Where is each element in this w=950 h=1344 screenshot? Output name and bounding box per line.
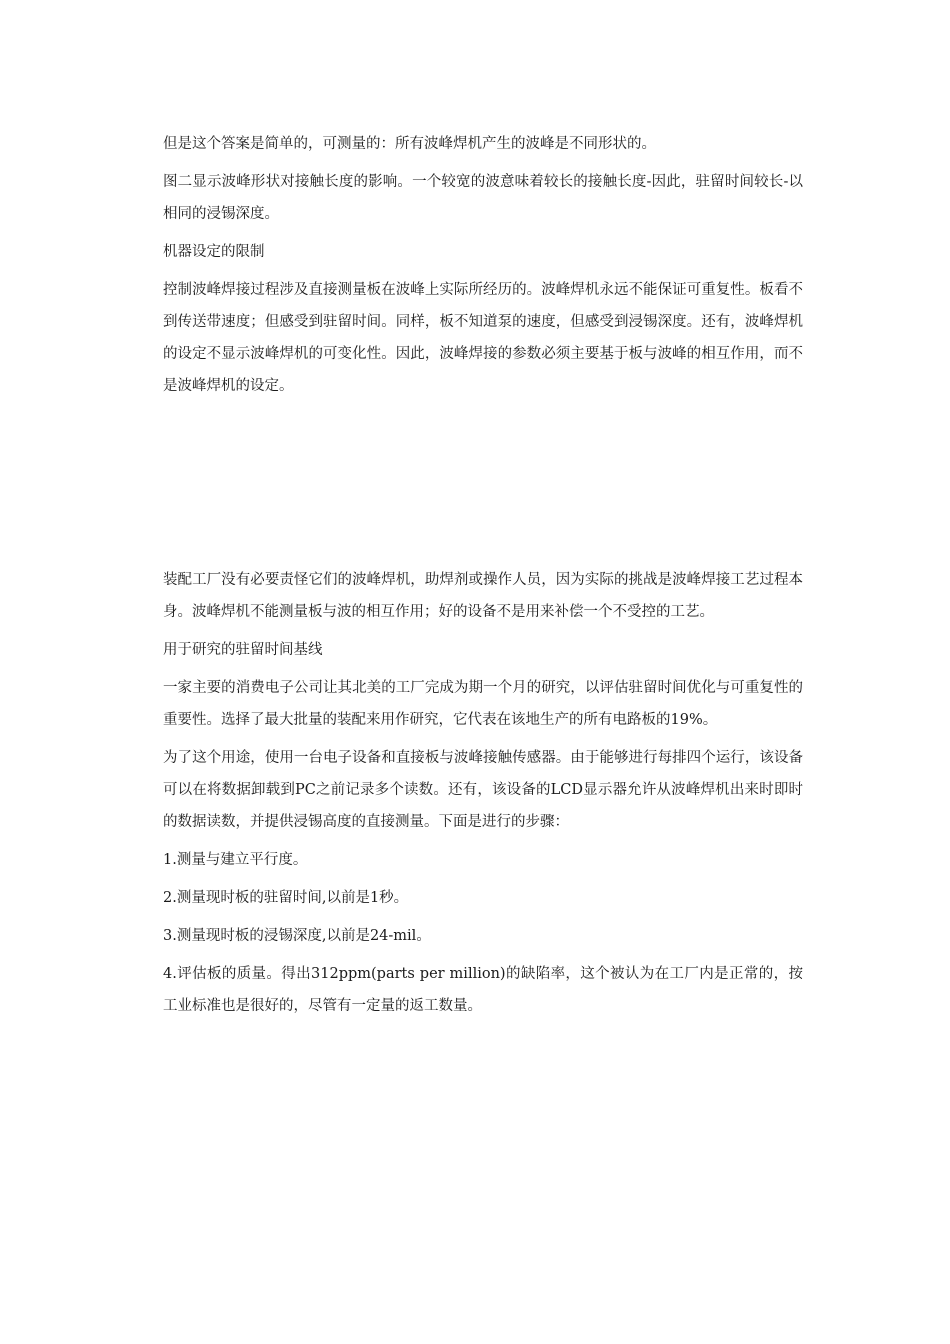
paragraph-study-description: 一家主要的消费电子公司让其北美的工厂完成为期一个月的研究，以评估驻留时间优化与可重复性的重要性。选择了最大批量的装配来用作研究，它代表在该地生产的所有电路板的19%。 — [163, 680, 803, 728]
heading-machine-settings-limits: 机器设定的限制 — [163, 244, 265, 260]
blank-figure-area — [163, 408, 803, 564]
document-body — [163, 128, 803, 1028]
paragraph-figure-two: 图二显示波峰形状对接触长度的影响。一个较宽的波意味着较长的接触长度-因此，驻留时间较长-以相同的浸锡深度。 — [163, 174, 803, 222]
list-item-step-2: 2.测量现时板的驻留时间,以前是1秒。 — [163, 890, 409, 906]
list-item-step-1: 1.测量与建立平行度。 — [163, 852, 308, 868]
heading-dwell-time-baseline: 用于研究的驻留时间基线 — [163, 642, 323, 658]
paragraph-control-process: 控制波峰焊接过程涉及直接测量板在波峰上实际所经历的。波峰焊机永远不能保证可重复性。板看不到传送带速度；但感受到驻留时间。同样，板不知道泵的速度，但感受到浸锡深度。还有，波峰焊机的设定不显示波峰焊机的可变化性。因此，波峰焊接的参数必须主要基于板与波峰的相互作用，而不是波峰焊机的设定。 — [163, 282, 803, 394]
paragraph-assembly-plants: 装配工厂没有必要责怪它们的波峰焊机，助焊剂或操作人员，因为实际的挑战是波峰焊接工艺过程本身。波峰焊机不能测量板与波的相互作用；好的设备不是用来补偿一个不受控的工艺。 — [163, 572, 803, 620]
list-item-step-3: 3.测量现时板的浸锡深度,以前是24-mil。 — [163, 928, 431, 944]
paragraph-equipment-used: 为了这个用途，使用一台电子设备和直接板与波峰接触传感器。由于能够进行每排四个运行，该设备可以在将数据卸载到PC之前记录多个读数。还有，该设备的LCD显示器允许从波峰焊机出来时即时的数据读数，并提供浸锡高度的直接测量。下面是进行的步骤： — [163, 750, 803, 830]
list-item-step-4: 4.评估板的质量。得出312ppm(parts per million)的缺陷率，这个被认为在工厂内是正常的，按工业标准也是很好的，尽管有一定量的返工数量。 — [163, 966, 803, 1014]
paragraph-wave-shape-answer: 但是这个答案是简单的，可测量的：所有波峰焊机产生的波峰是不同形状的。 — [163, 136, 656, 152]
